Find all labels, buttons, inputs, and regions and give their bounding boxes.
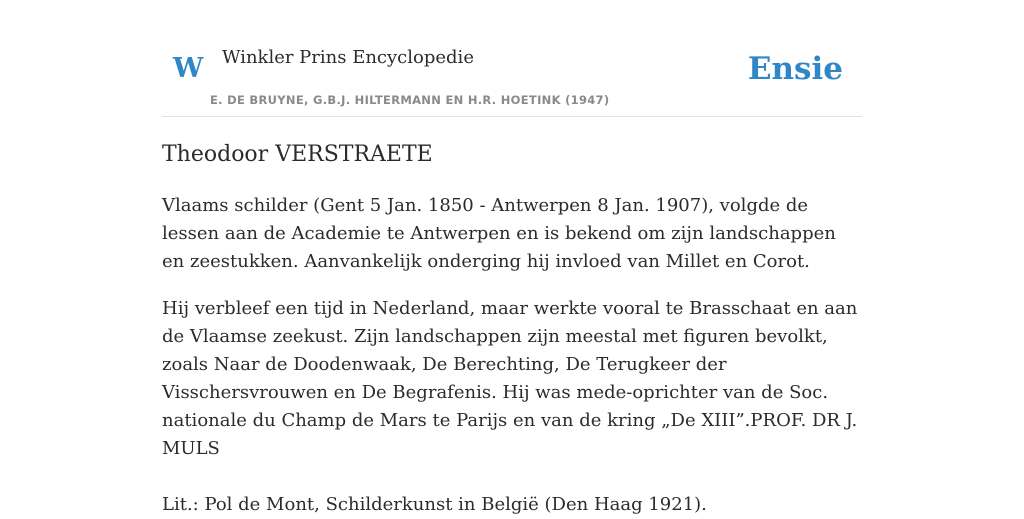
article-paragraph-1: Vlaams schilder (Gent 5 Jan. 1850 - Antwerpen 8 Jan. 1907), volgde de lessen aan de Academie te Antwerpen en is bekend om zijn landschappen en zeestukken. Aanvankelijk onderging hij invloed van Millet en Corot.	[162, 195, 836, 272]
page-header	[162, 30, 862, 117]
winkler-prins-logo-icon[interactable]: W	[173, 53, 204, 84]
literature-reference: Lit.: Pol de Mont, Schilderkunst in België (Den Haag 1921).	[162, 494, 707, 515]
article	[162, 138, 862, 519]
publication-authors: E. DE BRUYNE, G.B.J. HILTERMANN EN H.R. HOETINK (1947)	[210, 93, 610, 107]
article-title: Theodoor VERSTRAETE	[162, 142, 433, 167]
publication-title[interactable]: Winkler Prins Encyclopedie	[222, 47, 474, 68]
ensie-brand-logo[interactable]: Ensie	[747, 51, 843, 87]
article-paragraph-2: Hij verbleef een tijd in Nederland, maar werkte vooral te Brasschaat en aan de Vlaamse zeekust. Zijn landschappen zijn meestal met figuren bevolkt, zoals Naar de Doodenwaak, De Berechting, De Terugkeer der Visschersvrouwen en De Begrafenis. Hij was mede-oprichter van de Soc. nationale du Champ de Mars te Parijs en van de kring „De XIII”.PROF. DR J. MULS	[162, 298, 858, 459]
